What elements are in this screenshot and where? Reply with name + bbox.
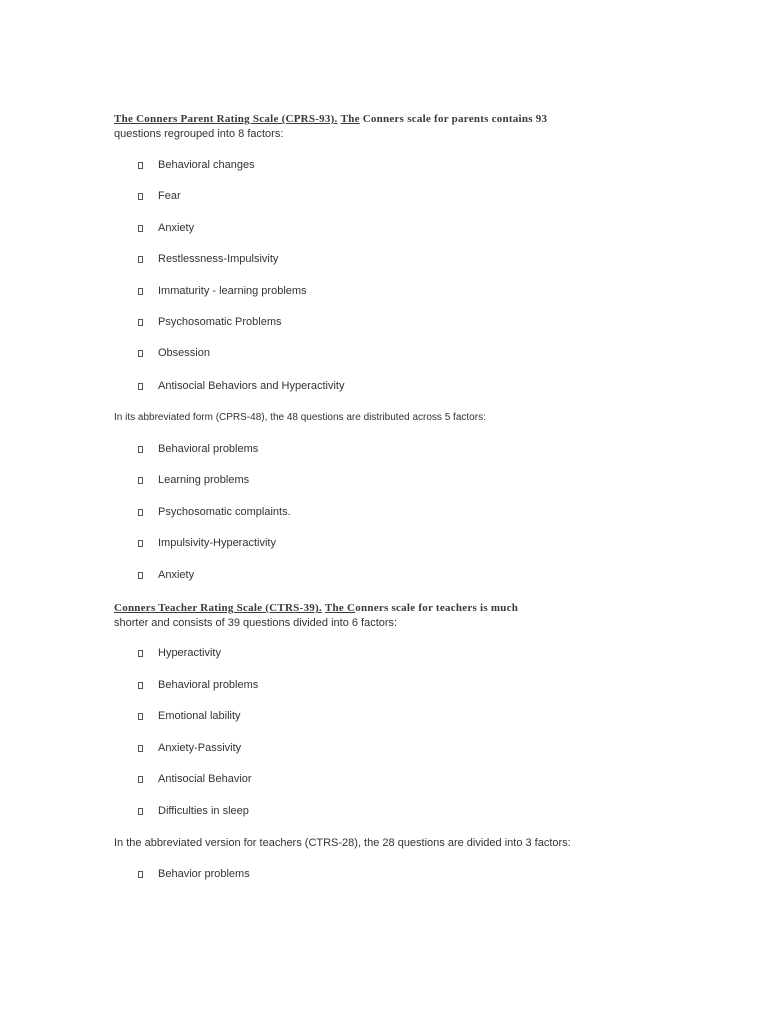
list-item — [138, 472, 249, 488]
list-item-label: Hyperactivity — [158, 647, 221, 659]
bullet-box-icon — [138, 350, 143, 357]
list-item-label: Antisocial Behavior — [158, 773, 252, 785]
list-item — [138, 157, 255, 173]
cprs-title-suffix: The — [340, 113, 360, 125]
list-item — [138, 378, 344, 394]
bullet-box-icon — [138, 776, 143, 783]
list-item-label: Fear — [158, 190, 181, 202]
bullet-box-icon — [138, 256, 143, 263]
cprs-heading-paragraph — [114, 112, 554, 141]
bullet-box-icon — [138, 383, 143, 390]
list-item-label: Psychosomatic complaints. — [158, 506, 291, 518]
list-item-label: Impulsivity-Hyperactivity — [158, 537, 276, 549]
ctrs-heading-line — [114, 601, 534, 616]
list-item-label: Learning problems — [158, 474, 250, 486]
list-item — [138, 504, 291, 520]
bullet-box-icon — [138, 713, 143, 720]
cprs-title: The Conners Parent Rating Scale (CPRS-93). — [114, 113, 338, 125]
list-item — [138, 740, 241, 756]
list-item — [138, 645, 221, 661]
bullet-box-icon — [138, 745, 143, 752]
cprs-heading-rest: Conners scale for parents contains 93 — [359, 113, 548, 125]
list-item-label: Antisocial Behaviors and Hyperactivity — [158, 380, 345, 392]
bullet-box-icon — [138, 446, 143, 453]
bullet-box-icon — [138, 319, 143, 326]
list-item — [138, 708, 241, 724]
list-item-label: Behavioral changes — [158, 159, 255, 171]
bullet-box-icon — [138, 288, 143, 295]
bullet-box-icon — [138, 162, 143, 169]
bullet-box-icon — [138, 225, 143, 232]
list-item — [138, 771, 252, 787]
bullet-box-icon — [138, 509, 143, 516]
list-item — [138, 567, 194, 583]
bullet-box-icon — [138, 477, 143, 484]
cprs-heading-line2: questions regrouped into 8 factors: — [114, 127, 284, 140]
list-item — [138, 314, 282, 330]
list-item-label: Immaturity - learning problems — [158, 285, 307, 297]
bullet-box-icon — [138, 682, 143, 689]
list-item-label: Behavior problems — [158, 868, 250, 880]
ctrs-title: Conners Teacher Rating Scale (CTRS-39). — [114, 602, 322, 614]
list-item-label: Anxiety — [158, 569, 195, 581]
ctrs28-intro: In the abbreviated version for teachers (CTRS-28), the 28 questions are divided into 3 factors: — [114, 837, 571, 849]
bullet-box-icon — [138, 808, 143, 815]
bullet-box-icon — [138, 871, 143, 878]
list-item-label: Anxiety — [158, 222, 195, 234]
list-item — [138, 535, 276, 551]
list-item-label: Psychosomatic Problems — [158, 316, 282, 328]
ctrs-heading-line2: shorter and consists of 39 questions divided into 6 factors: — [114, 616, 398, 629]
list-item — [138, 283, 307, 299]
ctrs-heading-rest: onners scale for teachers is much — [355, 602, 519, 614]
list-item-label: Behavioral problems — [158, 679, 259, 691]
list-item-label: Difficulties in sleep — [158, 805, 249, 817]
list-item — [138, 677, 258, 693]
list-item — [138, 188, 181, 204]
list-item — [138, 220, 194, 236]
list-item — [138, 866, 250, 882]
list-item — [138, 345, 210, 361]
list-item — [138, 803, 249, 819]
cprs-heading-line — [114, 112, 554, 127]
list-item-label: Emotional lability — [158, 710, 241, 722]
list-item-label: Anxiety-Passivity — [158, 742, 242, 754]
list-item-label: Behavioral problems — [158, 443, 259, 455]
bullet-box-icon — [138, 540, 143, 547]
ctrs-heading-paragraph — [114, 601, 534, 630]
cprs48-intro: In its abbreviated form (CPRS-48), the 48 questions are distributed across 5 factors: — [114, 412, 486, 423]
ctrs-title-suffix: The C — [324, 602, 356, 614]
list-item — [138, 251, 278, 267]
list-item — [138, 441, 258, 457]
bullet-box-icon — [138, 572, 143, 579]
bullet-box-icon — [138, 193, 143, 200]
bullet-box-icon — [138, 650, 143, 657]
list-item-label: Restlessness-Impulsivity — [158, 253, 279, 265]
list-item-label: Obsession — [158, 347, 210, 359]
